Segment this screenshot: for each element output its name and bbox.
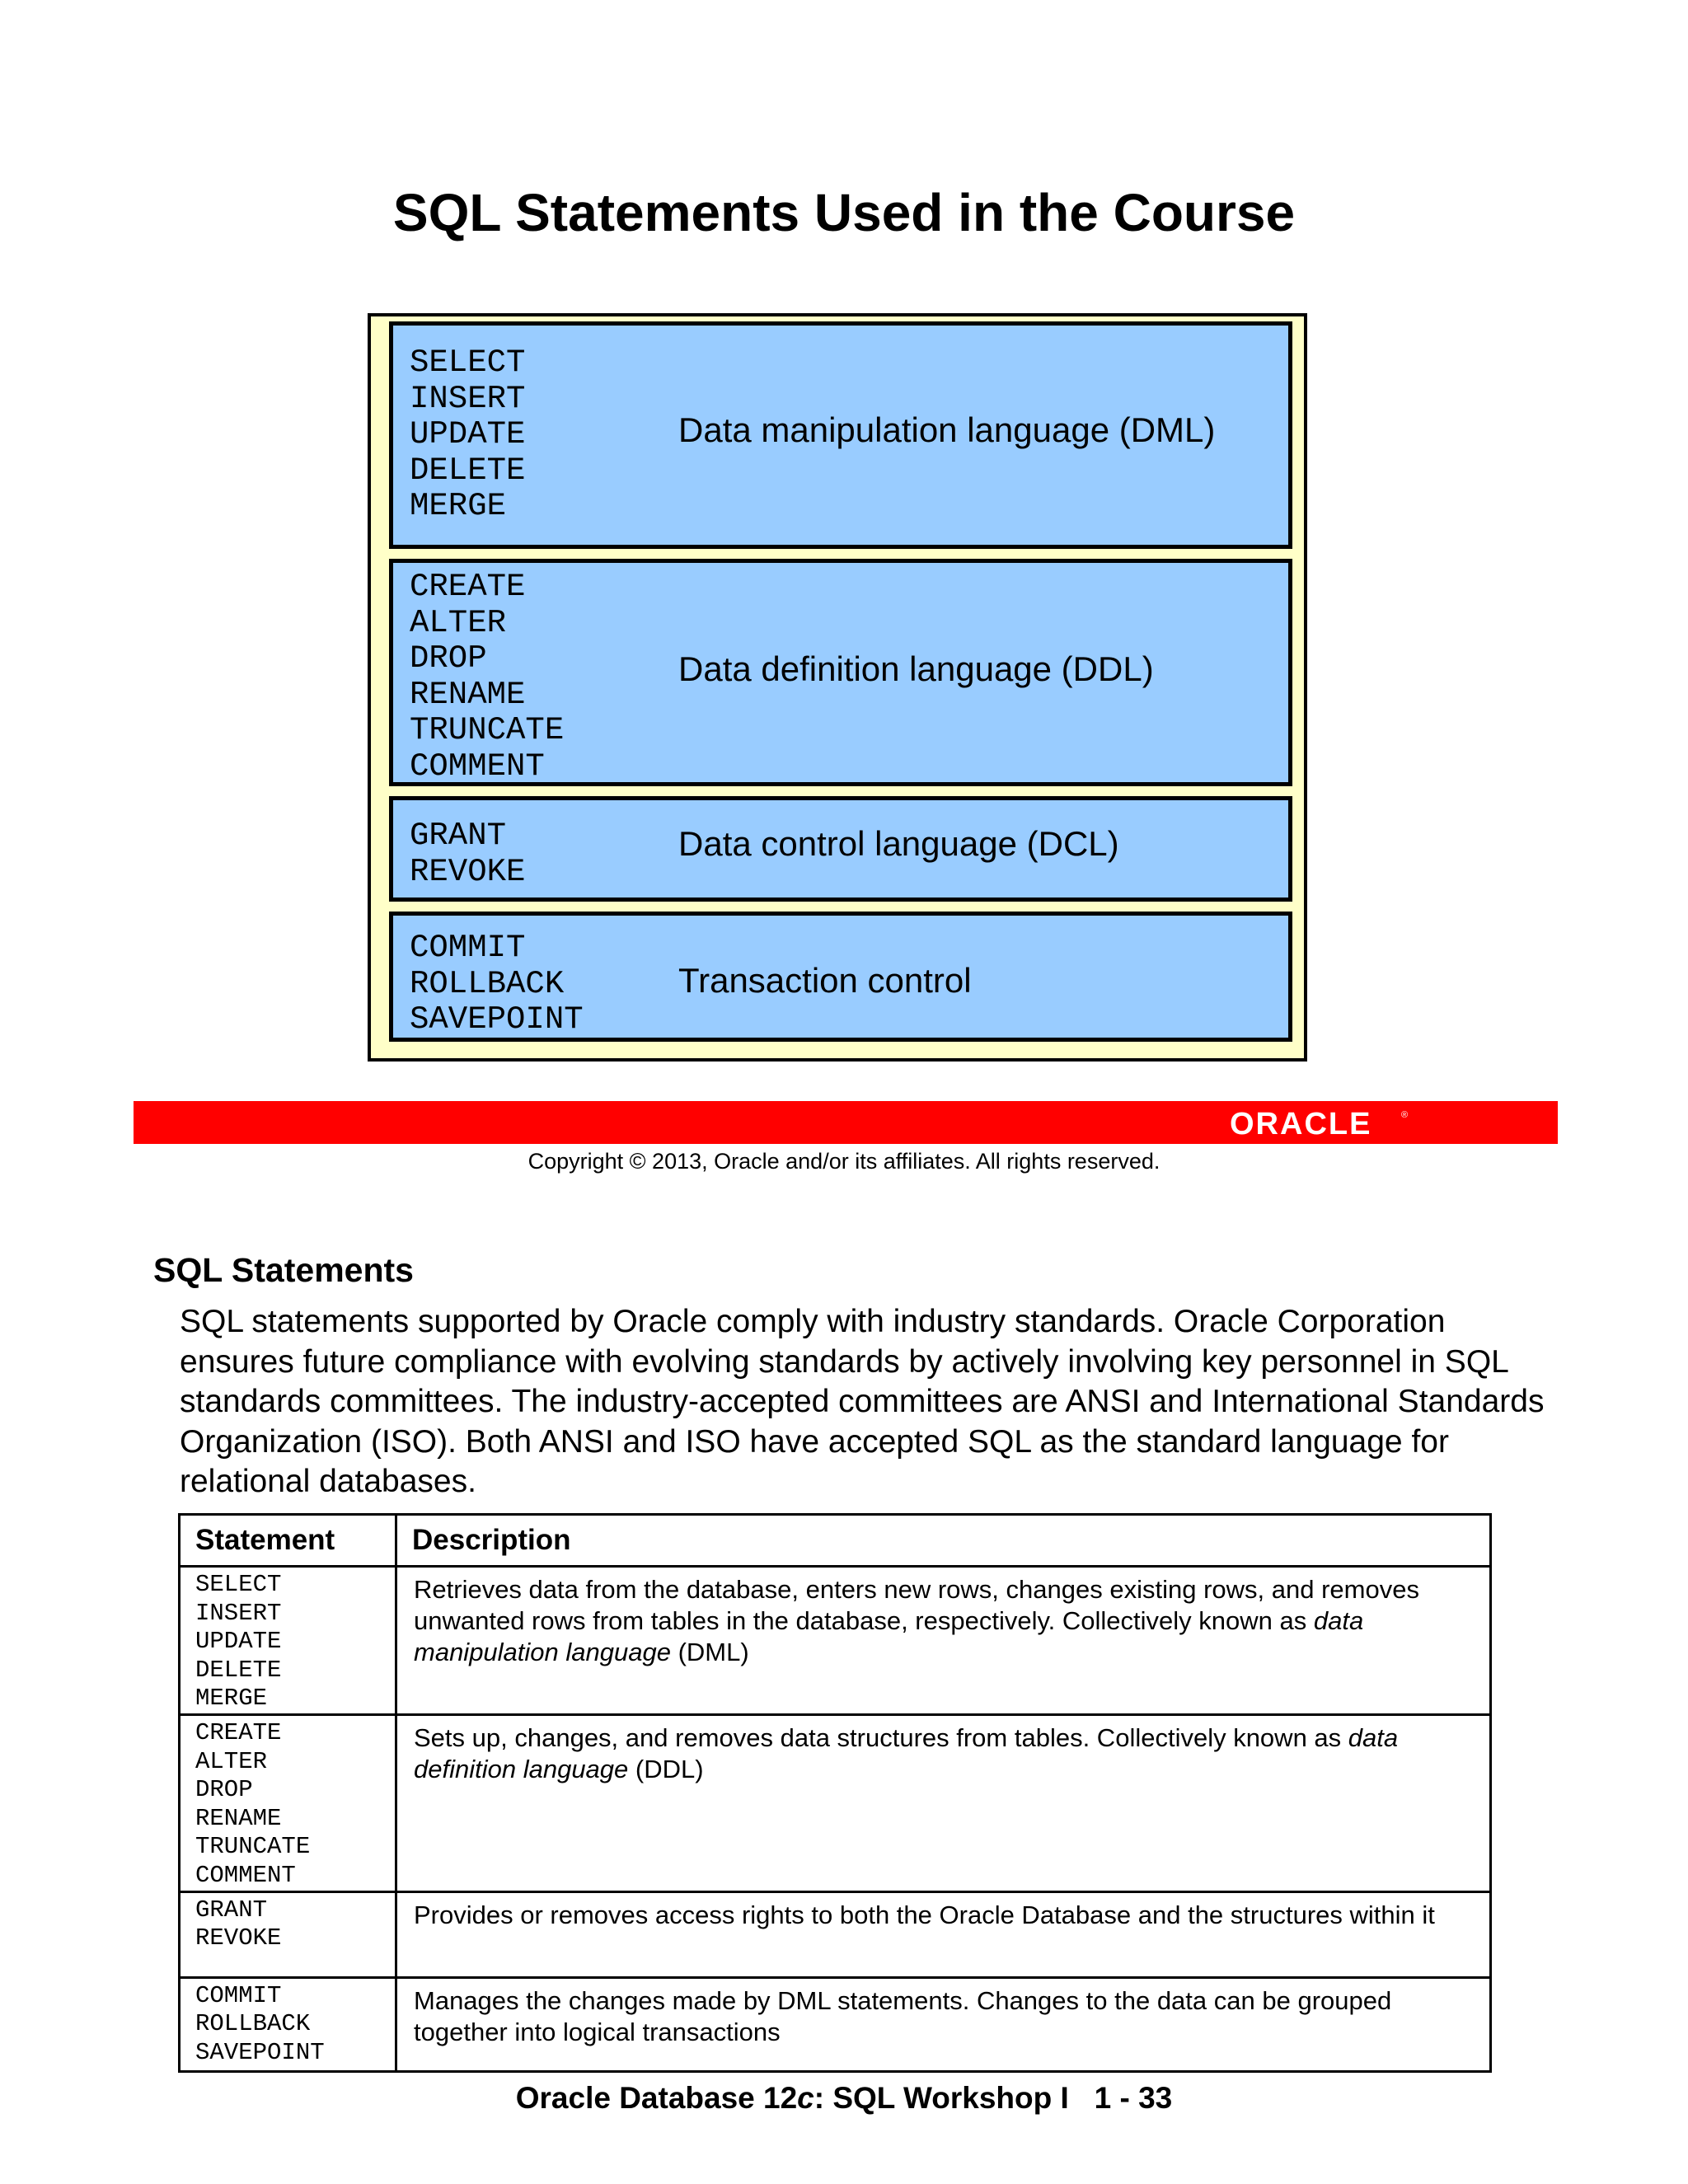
table-row bbox=[180, 1714, 1491, 1891]
tcl-label: Transaction control bbox=[678, 961, 972, 1000]
row-description: Sets up, changes, and removes data structures from tables. Collectively known as data definition language (DDL) bbox=[396, 1714, 1491, 1891]
table-row bbox=[180, 1977, 1491, 2071]
body-paragraph: SQL statements supported by Oracle comply with industry standards. Oracle Corporation ensures future compliance with evolving standards by actively involving key personnel in SQL standards committees. The industry-accepted committees are ANSI and International Standards Organization (ISO). Both ANSI and ISO have accepted SQL as the standard language for relational databases. bbox=[180, 1304, 1545, 1499]
dcl-group bbox=[389, 796, 1292, 902]
row-description: Retrieves data from the database, enters new rows, changes existing rows, and removes unwanted rows from tables in the database, respectively. Collectively known as data manipulation language (DML) bbox=[396, 1567, 1491, 1715]
row-statements: CREATE ALTER DROP RENAME TRUNCATE COMMENT bbox=[180, 1714, 396, 1891]
row-description: Manages the changes made by DML statements. Changes to the data can be grouped together into logical transactions bbox=[396, 1977, 1491, 2071]
ddl-statements: CREATE ALTER DROP RENAME TRUNCATE COMMENT bbox=[410, 569, 565, 785]
section-heading: SQL Statements bbox=[153, 1251, 414, 1289]
oracle-logo-text: ORACLE bbox=[1230, 1107, 1372, 1139]
row-statements: SELECT INSERT UPDATE DELETE MERGE bbox=[180, 1567, 396, 1715]
row-description: Provides or removes access rights to both the Oracle Database and the structures within it bbox=[396, 1891, 1491, 1977]
table-row bbox=[180, 1891, 1491, 1977]
dml-group bbox=[389, 321, 1292, 549]
oracle-logo bbox=[1230, 1106, 1411, 1139]
dml-label: Data manipulation language (DML) bbox=[678, 410, 1216, 449]
header-description: Description bbox=[396, 1515, 1491, 1567]
page-footer: Oracle Database 12c: SQL Workshop I 1 - 33 bbox=[515, 2081, 1173, 2115]
dml-statements: SELECT INSERT UPDATE DELETE MERGE bbox=[410, 344, 526, 524]
dcl-statements: GRANT REVOKE bbox=[410, 818, 526, 890]
ddl-label: Data definition language (DDL) bbox=[678, 649, 1154, 688]
row-statements: COMMIT ROLLBACK SAVEPOINT bbox=[180, 1977, 396, 2071]
table-header-row bbox=[180, 1515, 1491, 1567]
header-statement: Statement bbox=[180, 1515, 396, 1567]
copyright: Copyright © 2013, Oracle and/or its affiliates. All rights reserved. bbox=[528, 1149, 1160, 1174]
slide-title: SQL Statements Used in the Course bbox=[392, 183, 1296, 242]
svg-text:®: ® bbox=[1401, 1110, 1409, 1120]
tcl-group bbox=[389, 912, 1292, 1042]
row-statements: GRANT REVOKE bbox=[180, 1891, 396, 1977]
ddl-group bbox=[389, 559, 1292, 786]
tcl-statements: COMMIT ROLLBACK SAVEPOINT bbox=[410, 930, 584, 1038]
dcl-label: Data control language (DCL) bbox=[678, 824, 1119, 863]
statements-table bbox=[178, 1513, 1492, 2073]
table-row bbox=[180, 1567, 1491, 1715]
